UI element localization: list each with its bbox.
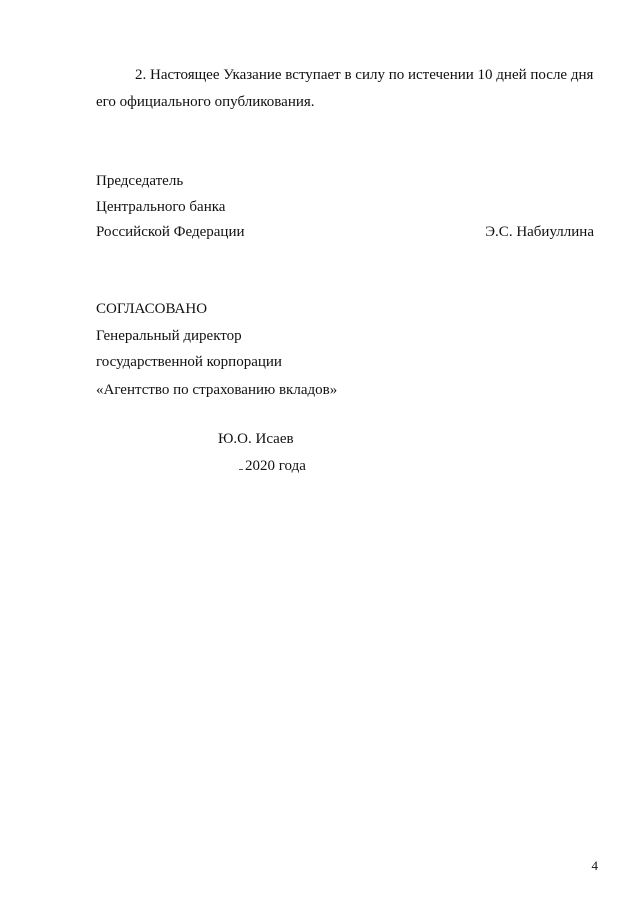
approval-date-text: 2020 года <box>245 458 306 474</box>
approval-heading: СОГЛАСОВАНО <box>96 301 208 317</box>
clause-text-line-1: 2. Настоящее Указание вступает в силу по истечении 10 дней после дня <box>135 67 594 83</box>
approver-name: Ю.О. Исаев <box>218 431 294 447</box>
signatory-title-line-3: Российской Федерации <box>96 224 245 240</box>
approval-date <box>239 457 306 475</box>
approver-title-line-3: «Агентство по страхованию вкладов» <box>96 382 338 398</box>
approver-title-line-1: Генеральный директор <box>96 328 242 344</box>
signatory-name: Э.С. Набиуллина <box>485 224 594 240</box>
date-blank-mark <box>239 469 243 470</box>
signatory-title-line-2: Центрального банка <box>96 199 226 215</box>
signatory-title-line-1: Председатель <box>96 173 184 189</box>
page-number: 4 <box>591 858 598 873</box>
clause-text-line-2: его официального опубликования. <box>96 94 315 110</box>
approver-title-line-2: государственной корпорации <box>96 354 282 370</box>
